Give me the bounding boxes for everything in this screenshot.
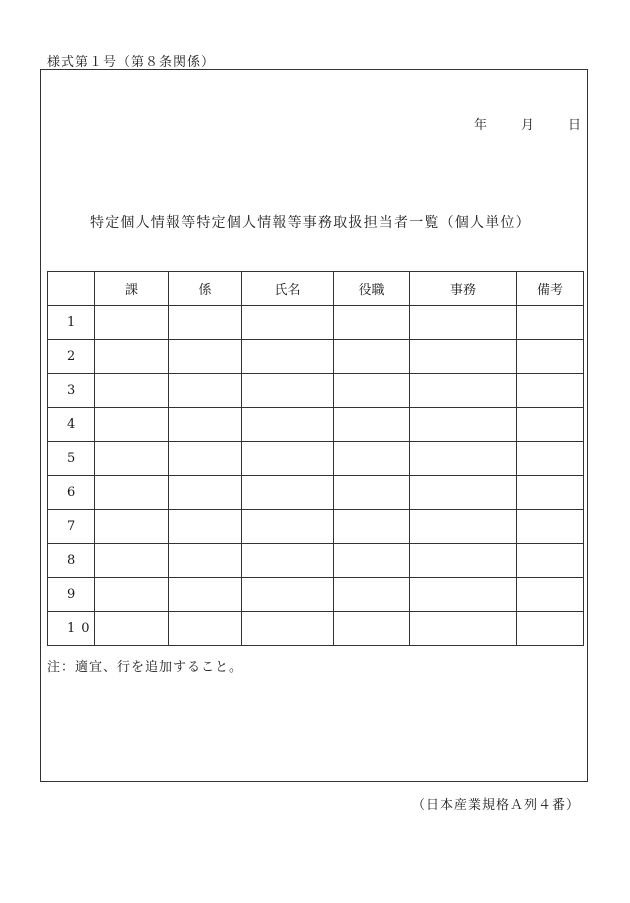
cell-remarks[interactable] [517, 510, 584, 544]
cell-section[interactable] [95, 442, 169, 476]
row-number: 2 [48, 340, 95, 374]
cell-position[interactable] [334, 544, 410, 578]
table-row [48, 306, 584, 340]
note-text: 注：適宜、行を追加すること。 [47, 660, 244, 675]
table-row [48, 476, 584, 510]
cell-name[interactable] [242, 306, 334, 340]
cell-duties[interactable] [410, 374, 517, 408]
cell-section[interactable] [95, 612, 169, 646]
header-unit: 係 [169, 272, 242, 306]
cell-remarks[interactable] [517, 476, 584, 510]
cell-name[interactable] [242, 544, 334, 578]
table-header-row [48, 272, 584, 306]
date-line [474, 114, 581, 133]
cell-remarks[interactable] [517, 374, 584, 408]
cell-name[interactable] [242, 578, 334, 612]
cell-unit[interactable] [169, 340, 242, 374]
cell-position[interactable] [334, 476, 410, 510]
cell-name[interactable] [242, 510, 334, 544]
cell-section[interactable] [95, 578, 169, 612]
date-year-label: 年 [473, 118, 487, 133]
staff-table [47, 271, 584, 646]
cell-remarks[interactable] [517, 544, 584, 578]
cell-remarks[interactable] [517, 340, 584, 374]
form-number-label: 様式第１号（第８条関係） [47, 55, 216, 70]
cell-duties[interactable] [410, 476, 517, 510]
cell-name[interactable] [242, 340, 334, 374]
row-number: 1 [48, 306, 95, 340]
cell-position[interactable] [334, 578, 410, 612]
table-row [48, 340, 584, 374]
cell-duties[interactable] [410, 612, 517, 646]
cell-duties[interactable] [410, 510, 517, 544]
row-number: 7 [48, 510, 95, 544]
cell-position[interactable] [334, 340, 410, 374]
table-row [48, 578, 584, 612]
cell-duties[interactable] [410, 340, 517, 374]
cell-unit[interactable] [169, 578, 242, 612]
cell-unit[interactable] [169, 544, 242, 578]
header-duties: 事務 [410, 272, 517, 306]
table-row [48, 510, 584, 544]
row-number: 5 [48, 442, 95, 476]
cell-position[interactable] [334, 374, 410, 408]
cell-name[interactable] [242, 612, 334, 646]
cell-duties[interactable] [410, 578, 517, 612]
cell-section[interactable] [95, 340, 169, 374]
header-number [48, 272, 95, 306]
table-row [48, 442, 584, 476]
cell-unit[interactable] [169, 306, 242, 340]
cell-remarks[interactable] [517, 408, 584, 442]
header-position: 役職 [334, 272, 410, 306]
cell-section[interactable] [95, 476, 169, 510]
cell-name[interactable] [242, 476, 334, 510]
paper-size-note: （日本産業規格Ａ列４番） [411, 798, 580, 813]
cell-duties[interactable] [410, 306, 517, 340]
cell-section[interactable] [95, 408, 169, 442]
cell-remarks[interactable] [517, 612, 584, 646]
table-body [48, 306, 584, 646]
table-row [48, 408, 584, 442]
cell-section[interactable] [95, 374, 169, 408]
cell-duties[interactable] [410, 442, 517, 476]
cell-duties[interactable] [410, 408, 517, 442]
cell-position[interactable] [334, 510, 410, 544]
cell-position[interactable] [334, 612, 410, 646]
row-number: 9 [48, 578, 95, 612]
cell-remarks[interactable] [517, 442, 584, 476]
cell-section[interactable] [95, 306, 169, 340]
row-number: 6 [48, 476, 95, 510]
cell-unit[interactable] [169, 476, 242, 510]
cell-unit[interactable] [169, 408, 242, 442]
cell-section[interactable] [95, 544, 169, 578]
cell-remarks[interactable] [517, 306, 584, 340]
header-remarks: 備考 [517, 272, 584, 306]
cell-unit[interactable] [169, 510, 242, 544]
cell-position[interactable] [334, 442, 410, 476]
header-name: 氏名 [242, 272, 334, 306]
row-number: 3 [48, 374, 95, 408]
cell-unit[interactable] [169, 612, 242, 646]
cell-section[interactable] [95, 510, 169, 544]
cell-name[interactable] [242, 408, 334, 442]
cell-name[interactable] [242, 374, 334, 408]
row-number: 8 [48, 544, 95, 578]
table-row [48, 374, 584, 408]
row-number: 4 [48, 408, 95, 442]
document-title: 特定個人情報等特定個人情報等事務取扱担当者一覧（個人単位） [90, 215, 531, 231]
date-day-label: 日 [567, 118, 581, 133]
cell-name[interactable] [242, 442, 334, 476]
cell-position[interactable] [334, 408, 410, 442]
cell-remarks[interactable] [517, 578, 584, 612]
table-row [48, 544, 584, 578]
cell-position[interactable] [334, 306, 410, 340]
cell-unit[interactable] [169, 374, 242, 408]
row-number: 10 [48, 612, 95, 646]
cell-unit[interactable] [169, 442, 242, 476]
cell-duties[interactable] [410, 544, 517, 578]
table-row [48, 612, 584, 646]
date-month-label: 月 [520, 118, 534, 133]
header-section: 課 [95, 272, 169, 306]
